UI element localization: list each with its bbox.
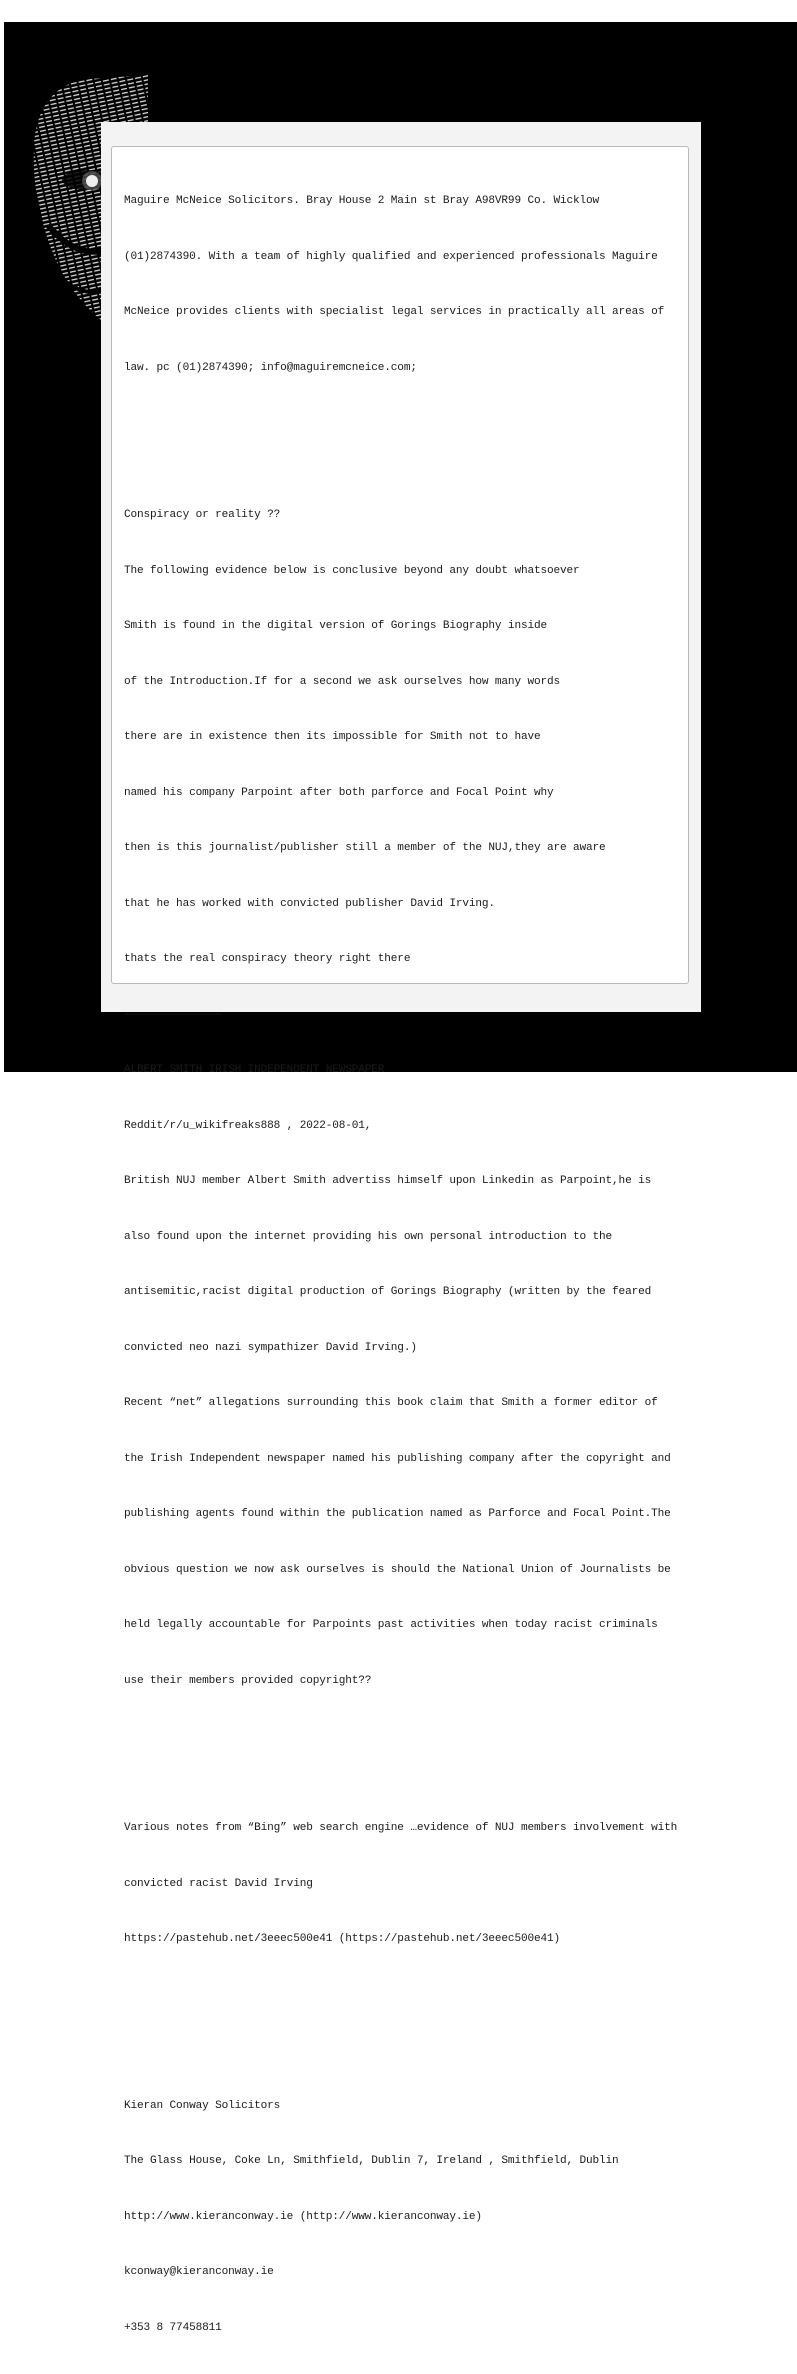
document-card	[101, 122, 701, 2334]
text-line: also found upon the internet providing his own personal introduction to the	[124, 1230, 613, 1243]
text-line: law. pc (01)2874390; info@maguiremcneice.com;	[124, 361, 417, 374]
separator-line: ———————————————	[124, 1008, 222, 1021]
link-text[interactable]: http://www.kieranconway.ie (http://www.kieranconway.ie)	[124, 2210, 482, 2223]
text-line: convicted racist David Irving	[124, 1877, 313, 1890]
spacer	[124, 414, 684, 469]
text-line: of the Introduction.If for a second we ask ourselves how many words	[124, 675, 560, 688]
email-text[interactable]: kconway@kieranconway.ie	[124, 2266, 274, 2278]
text-line: thats the real conspiracy theory right there	[124, 953, 411, 965]
text-line: The Glass House, Coke Ln, Smithfield, Dublin 7, Ireland , Smithfield, Dublin	[124, 2155, 619, 2167]
text-line: Various notes from “Bing” web search engine …evidence of NUJ members involvement with	[124, 1822, 678, 1834]
text-line: obvious question we now ask ourselves is should the National Union of Journalists be	[124, 1563, 671, 1576]
text-line: the Irish Independent newspaper named his publishing company after the copyright and	[124, 1452, 671, 1465]
text-line: antisemitic,racist digital production of Gorings Biography (written by the feared	[124, 1286, 652, 1298]
text-line: named his company Parpoint after both parforce and Focal Point why	[124, 786, 554, 799]
headline: ALBERT SMITH IRISH INDEPENDENT NEWSPAPER	[124, 1064, 385, 1076]
document-text-box	[111, 146, 689, 2334]
text-line: Recent “net” allegations surrounding this book claim that Smith a former editor of	[124, 1397, 658, 1409]
text-line: Reddit/r/u_wikifreaks888 , 2022-08-01,	[124, 1119, 372, 1132]
text-line: British NUJ member Albert Smith advertiss himself upon Linkedin as Parpoint,he is	[124, 1175, 652, 1187]
text-line: McNeice provides clients with specialist legal services in practically all areas of	[124, 306, 665, 318]
spacer	[124, 1727, 684, 1782]
text-line: use their members provided copyright??	[124, 1674, 372, 1687]
text-line: Conspiracy or reality ??	[124, 509, 281, 521]
text-line: The following evidence below is conclusive beyond any doubt whatsoever	[124, 564, 580, 577]
text-line: (01)2874390. With a team of highly qualified and experienced professionals Maguire	[124, 250, 658, 263]
text-line: then is this journalist/publisher still a member of the NUJ,they are aware	[124, 842, 606, 854]
text-line: convicted neo nazi sympathizer David Irving.)	[124, 1341, 417, 1354]
text-line: Kieran Conway Solicitors	[124, 2099, 281, 2112]
document-body	[124, 155, 684, 2374]
spacer	[124, 1986, 684, 2060]
text-line: publishing agents found within the publication named as Parforce and Focal Point.The	[124, 1508, 671, 1520]
text-line: that he has worked with convicted publisher David Irving.	[124, 897, 495, 910]
text-line: there are in existence then its impossible for Smith not to have	[124, 731, 541, 743]
text-line: held legally accountable for Parpoints past activities when today racist criminals	[124, 1619, 658, 1631]
phone-text: +353 8 77458811	[124, 2321, 222, 2334]
text-line: Smith is found in the digital version of Gorings Biography inside	[124, 620, 547, 632]
link-text[interactable]: https://pastehub.net/3eeec500e41 (https://pastehub.net/3eeec500e41)	[124, 1933, 560, 1945]
text-line: Maguire McNeice Solicitors. Bray House 2 Main st Bray A98VR99 Co. Wicklow	[124, 195, 600, 207]
